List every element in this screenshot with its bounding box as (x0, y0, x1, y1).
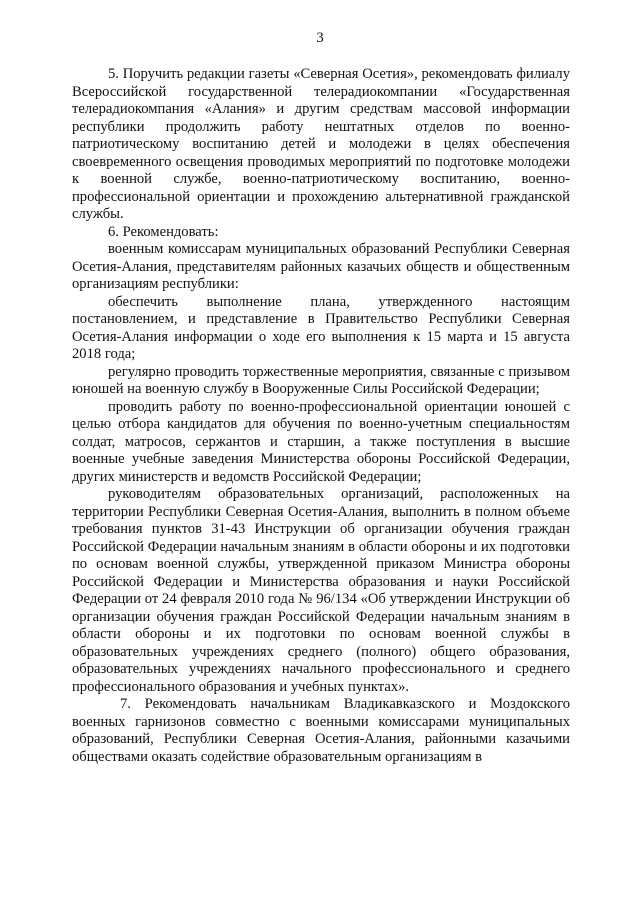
paragraph-ensure-plan: обеспечить выполнение плана, утвержденного настоящим постановлением, и представление в Правительство Республики Северная Осетия-Алания информации о ходе его выполнения к 15 марта и 15 августа 2018 года; (72, 293, 570, 362)
paragraph-military-commissars: военным комиссарам муниципальных образований Республики Северная Осетия-Алания, представителям районных казачьих обществ и общественным организациям республики: (72, 241, 570, 292)
paragraph-ceremonies: регулярно проводить торжественные мероприятия, связанные с призывом юношей на военную службу в Вооруженные Силы Российской Федерации; (72, 363, 570, 397)
paragraph-5: 5. Поручить редакции газеты «Северная Осетия», рекомендовать филиалу Всероссийской государственной телерадиокомпании «Государственная телерадиокомпания «Алания» и другим средствам массовой информации республики продолжить работу нештатных отделов по военно-патриотическому воспитанию детей и молодежи в целях обеспечения своевременного освещения проводимых мероприятий по подготовке молодежи к военной службе, военно-патриотическому воспитанию, военно-профессиональной ориентации и прохождению альтернативной гражданской службы. (72, 66, 570, 222)
paragraph-7: 7. Рекомендовать начальникам Владикавказского и Моздокского военных гарнизонов совместно с военными комиссарами муниципальных образований, Республики Северная Осетия-Алания, районными казачьими обществами оказать содействие образовательным организациям в (72, 696, 570, 765)
paragraph-education-heads: руководителям образовательных организаций, расположенных на территории Республики Северная Осетия-Алания, выполнить в полном объеме требования пунктов 31-43 Инструкции об организации обучения граждан Российской Федерации начальным знаниям в области обороны и их подготовки по основам военной службы, утвержденной приказом Министра обороны Российской Федерации и Министерства образования и науки Российской Федерации от 24 февраля 2010 года № 96/134 «Об утверждении Инструкции об организации обучения граждан Российской Федерации начальным знаниям в области обороны и их подготовки по основам военной службы в образовательных учреждениях среднего (полного) общего образования, образовательных учреждениях начального профессионального и среднего профессионального образования и учебных пунктах». (72, 486, 570, 695)
paragraph-orientation: проводить работу по военно-профессиональной ориентации юношей с целью отбора кандидатов для обучения по военно-учетным специальностям солдат, матросов, сержантов и старшин, а также поступления в высшие военные учебные заведения Министерства обороны Российской Федерации, других министерств и ведомств Российской Федерации; (72, 398, 570, 485)
page-number: 3 (316, 30, 324, 46)
document-body (72, 66, 570, 766)
paragraph-6-heading: 6. Рекомендовать: (108, 223, 219, 240)
